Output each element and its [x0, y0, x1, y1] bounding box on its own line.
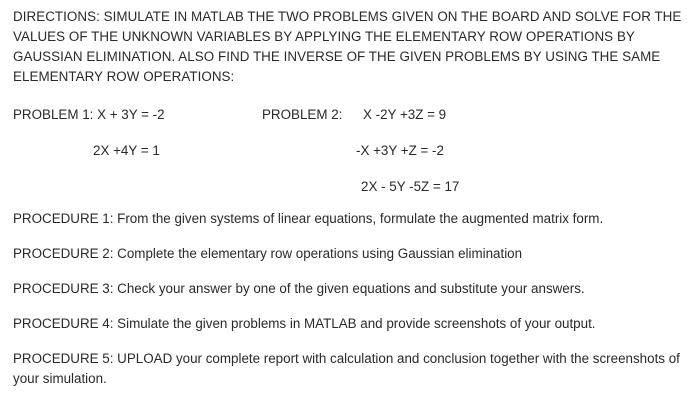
procedure-4: PROCEDURE 4: Simulate the given problems in MATLAB and provide screenshots of your output.	[13, 316, 596, 331]
problem-2-equation-3: 2X - 5Y -5Z = 17	[361, 179, 460, 194]
directions-paragraph: DIRECTIONS: SIMULATE IN MATLAB THE TWO PROBLEMS GIVEN ON THE BOARD AND SOLVE FOR THE VALUES OF THE UNKNOWN VARIABLES BY APPLYING THE ELEMENTARY ROW OPERATIONS BY GAUSSIAN ELIMINATION. ALSO FIND THE INVERSE OF THE GIVEN PROBLEMS BY USING THE SAME ELEMENTARY ROW OPERATIONS:	[13, 9, 682, 84]
procedure-2: PROCEDURE 2: Complete the elementary row operations using Gaussian elimination	[13, 246, 523, 261]
procedure-5: PROCEDURE 5: UPLOAD your complete report with calculation and conclusion together with the screenshots of your simulation.	[13, 351, 680, 386]
problem-1-label: PROBLEM 1:	[13, 107, 94, 122]
procedure-3: PROCEDURE 3: Check your answer by one of the given equations and substitute your answers.	[13, 281, 585, 296]
procedure-1: PROCEDURE 1: From the given systems of linear equations, formulate the augmented matrix form.	[13, 211, 604, 226]
problem-1-row-1	[13, 105, 165, 125]
problem-1-equation-2: 2X +4Y = 1	[93, 143, 160, 158]
problem-2-equation-1: X -2Y +3Z = 9	[363, 107, 447, 122]
problem-2-label: PROBLEM 2:	[262, 107, 343, 122]
problem-1-equation-1: X + 3Y = -2	[97, 107, 165, 122]
problem-2-equation-2: -X +3Y +Z = -2	[356, 143, 444, 158]
